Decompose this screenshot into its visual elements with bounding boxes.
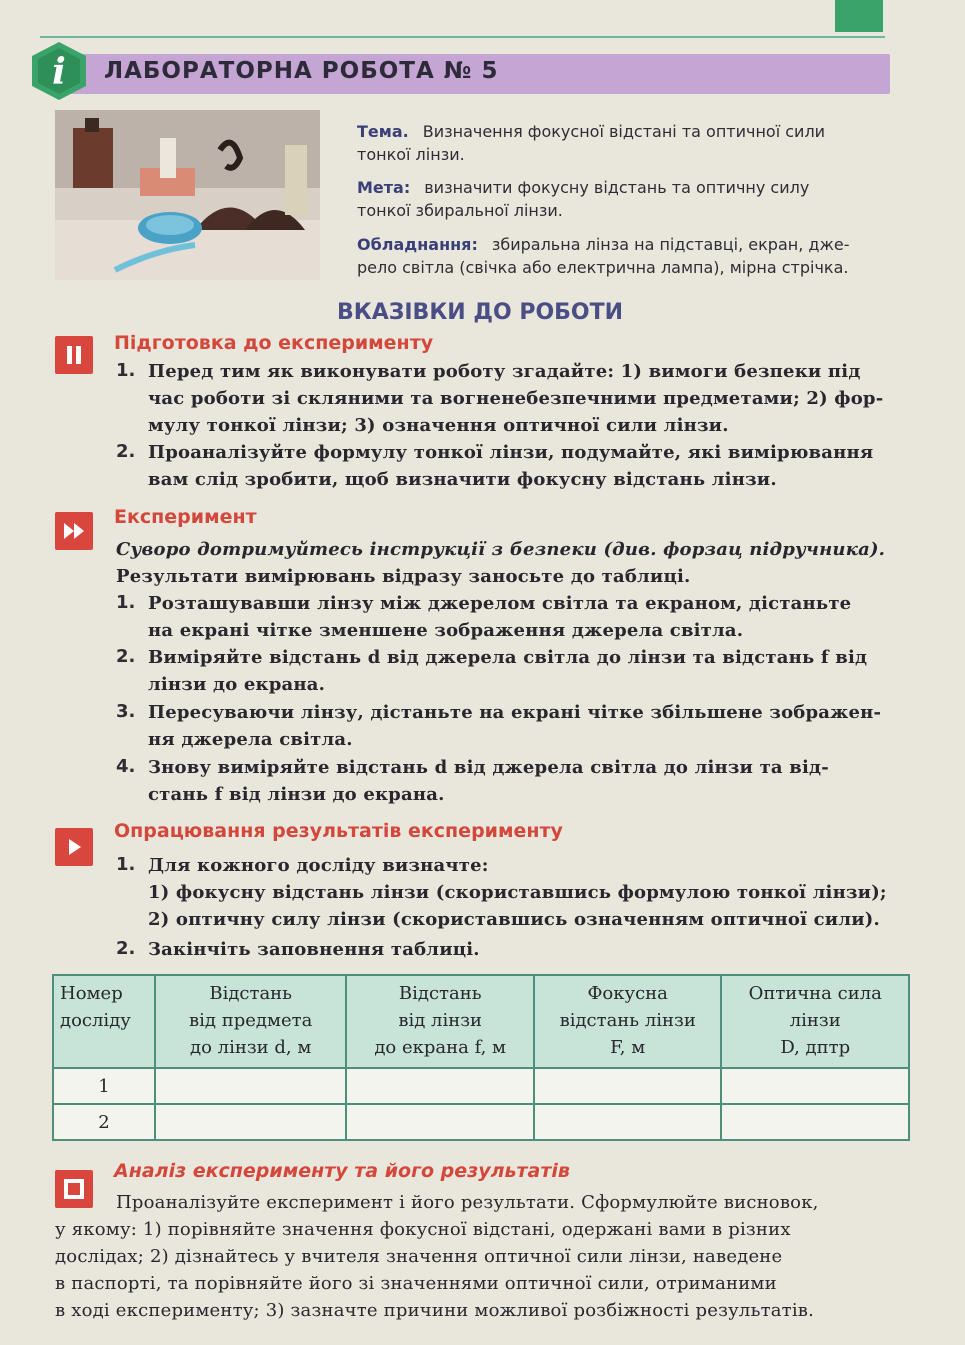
equipment-block bbox=[357, 233, 902, 279]
table-row bbox=[53, 1104, 909, 1140]
exp-item-1-number: 1. bbox=[116, 592, 136, 613]
exp-item-3-number: 3. bbox=[116, 701, 136, 722]
equipment-text: збиральна лінза на підставці, екран, дже- bbox=[491, 235, 850, 254]
exp-item-1-text: Розташувавши лінзу між джерелом світла та екраном, дістаньте на екрані чітке зменшене зображення джерела світла. bbox=[148, 593, 852, 641]
exp-item-2-text: Виміряйте відстань d від джерела світла до лінзи та відстань f від лінзи до екрана. bbox=[148, 647, 868, 695]
equipment-text-2: рело світла (свічка або електрична лампа), мірна стрічка. bbox=[357, 258, 849, 277]
header-optical-power: Оптична сила лінзи D, дптр bbox=[721, 975, 909, 1068]
results-table bbox=[52, 974, 910, 1141]
header-image-distance: Відстань від лінзи до екрана f, м bbox=[346, 975, 534, 1068]
proc-item-1-text: Для кожного досліду визначте: bbox=[148, 855, 489, 876]
table-cell bbox=[346, 1068, 534, 1104]
processing-section-title: Опрацювання результатів експерименту bbox=[114, 820, 563, 842]
table-cell bbox=[155, 1068, 347, 1104]
results-note: Результати вимірювань відразу заносьте до таблиці. bbox=[116, 566, 691, 587]
prep-item-2-number: 2. bbox=[116, 441, 136, 462]
prep-item-1-text: Перед тим як виконувати роботу згадайте: 1) вимоги безпеки під час роботи зі скляними та вогненебезпечними предметами; 2) фор- мулу тонкої лінзи; 3) означення оптичної сили лінзи. bbox=[148, 361, 884, 436]
info-badge-icon bbox=[28, 40, 90, 102]
pause-icon bbox=[55, 336, 93, 374]
header-object-distance: Відстань від предмета до лінзи d, м bbox=[155, 975, 347, 1068]
proc-sub-2: 2) оптичну силу лінзи (скориставшись означенням оптичної сили). bbox=[148, 909, 880, 930]
proc-item-2-number: 2. bbox=[116, 938, 136, 959]
lab-equipment-photo bbox=[55, 110, 320, 280]
page-corner-tab bbox=[835, 0, 883, 32]
theme-text-2: тонкої лінзи. bbox=[357, 145, 465, 164]
analysis-line-1: Проаналізуйте експеримент і його результати. Сформулюйте висновок, bbox=[116, 1192, 819, 1213]
table-cell bbox=[721, 1104, 909, 1140]
top-divider bbox=[40, 36, 885, 38]
goal-text: визначити фокусну відстань та оптичну силу bbox=[424, 178, 810, 197]
prep-item-2-text: Проаналізуйте формулу тонкої лінзи, подумайте, які вимірювання вам слід зробити, щоб визначити фокусну відстань лінзи. bbox=[148, 442, 874, 490]
badge-letter: i bbox=[52, 51, 66, 93]
proc-item-1-number: 1. bbox=[116, 854, 136, 875]
theme-text: Визначення фокусної відстані та оптичної сили bbox=[422, 122, 826, 141]
goal-label: Мета: bbox=[357, 178, 411, 197]
instructions-heading: ВКАЗІВКИ ДО РОБОТИ bbox=[336, 300, 624, 325]
equipment-label: Обладнання: bbox=[357, 235, 478, 254]
table-cell: 2 bbox=[53, 1104, 155, 1140]
fast-forward-icon bbox=[55, 512, 93, 550]
table-cell: 1 bbox=[53, 1068, 155, 1104]
stop-icon bbox=[55, 1170, 93, 1208]
table-cell bbox=[534, 1068, 722, 1104]
table-cell bbox=[155, 1104, 347, 1140]
exp-item-4-number: 4. bbox=[116, 756, 136, 777]
goal-text-2: тонкої збиральної лінзи. bbox=[357, 201, 563, 220]
goal-block bbox=[357, 176, 902, 222]
experiment-section-title: Експеримент bbox=[114, 506, 257, 528]
proc-item-2-text: Закінчіть заповнення таблиці. bbox=[148, 939, 480, 960]
table-header-row bbox=[53, 975, 909, 1068]
safety-note: Суворо дотримуйтесь інструкції з безпеки (див. форзац підручника). bbox=[116, 539, 886, 560]
proc-sub-1: 1) фокусну відстань лінзи (скориставшись формулою тонкої лінзи); bbox=[148, 882, 887, 903]
theme-label: Тема. bbox=[357, 122, 409, 141]
prep-item-1-number: 1. bbox=[116, 360, 136, 381]
analysis-section-title: Аналіз експерименту та його результатів bbox=[114, 1160, 570, 1182]
exp-item-2-number: 2. bbox=[116, 646, 136, 667]
table-cell bbox=[534, 1104, 722, 1140]
theme-block bbox=[357, 120, 902, 166]
exp-item-4-text: Знову виміряйте відстань d від джерела світла до лінзи та від- стань f від лінзи до екрана. bbox=[148, 757, 829, 805]
table-cell bbox=[721, 1068, 909, 1104]
table-row bbox=[53, 1068, 909, 1104]
prep-section-title: Підготовка до експерименту bbox=[114, 332, 434, 354]
play-icon bbox=[55, 828, 93, 866]
table-cell bbox=[346, 1104, 534, 1140]
header-trial-number: Номер досліду bbox=[53, 975, 155, 1068]
page-title: ЛАБОРАТОРНА РОБОТА № 5 bbox=[104, 58, 499, 84]
analysis-text: у якому: 1) порівняйте значення фокусної відстані, одержані вами в різних дослідах; 2) дізнайтесь у вчителя значення оптичної сили лінзи, наведене в паспорті, та порівняйте його зі значеннями оптичної сили, отриманими в ході експерименту; 3) зазначте причини можливої розбіжності результатів. bbox=[55, 1219, 815, 1321]
header-focal-length: Фокусна відстань лінзи F, м bbox=[534, 975, 722, 1068]
exp-item-3-text: Пересуваючи лінзу, дістаньте на екрані чітке збільшене зображен- ня джерела світла. bbox=[148, 702, 882, 750]
